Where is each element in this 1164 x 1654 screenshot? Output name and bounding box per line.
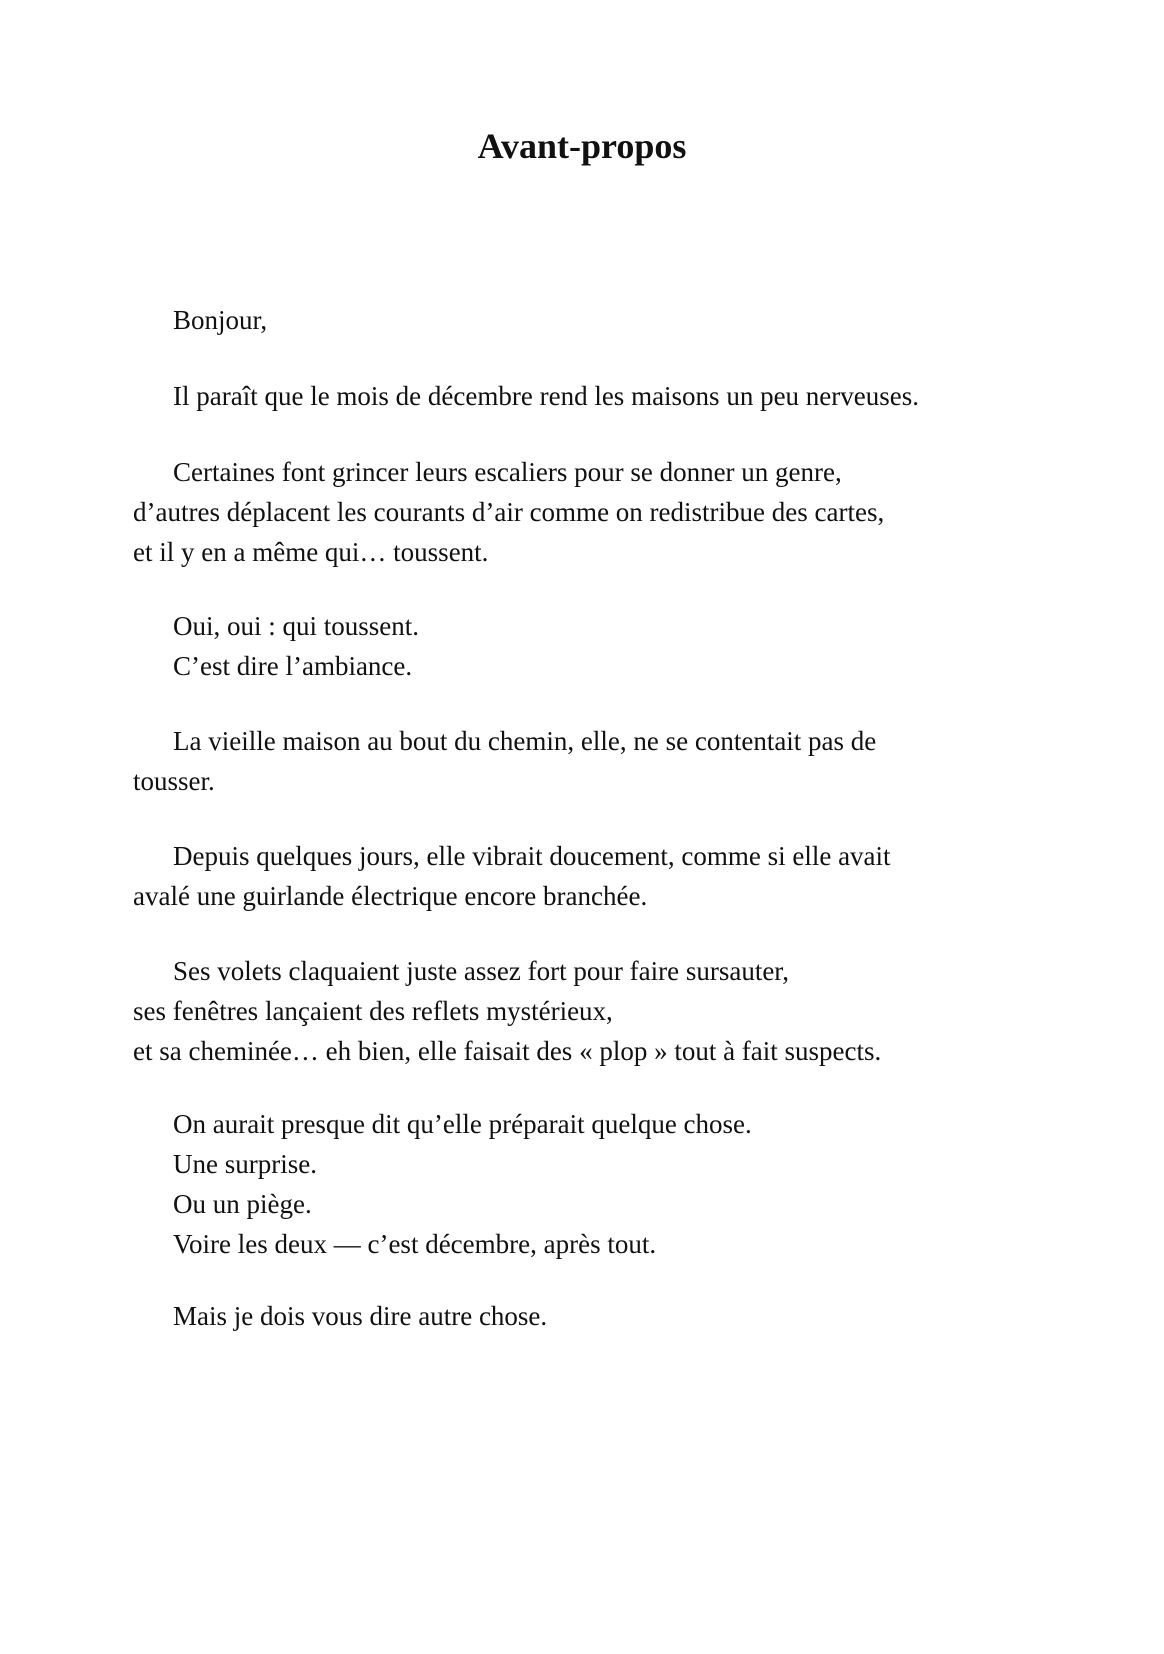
paragraph: [133, 1296, 1033, 1336]
paragraph: [133, 606, 1033, 686]
paragraph-line: Bonjour,: [173, 305, 268, 335]
paragraph-line: La vieille maison au bout du chemin, elle, ne se contentait pas de: [173, 726, 877, 756]
paragraph: [133, 376, 1033, 416]
paragraph-line: Mais je dois vous dire autre chose.: [173, 1301, 548, 1331]
paragraph-line: avalé une guirlande électrique encore branchée.: [133, 881, 648, 911]
paragraph-line: C’est dire l’ambiance.: [173, 651, 413, 681]
paragraph: [133, 452, 1033, 572]
paragraph-line: d’autres déplacent les courants d’air comme on redistribue des cartes,: [133, 497, 885, 527]
paragraph-line: Il paraît que le mois de décembre rend les maisons un peu nerveuses.: [173, 381, 920, 411]
paragraph-line: Voire les deux — c’est décembre, après tout.: [173, 1229, 657, 1259]
paragraph-line: Ou un piège.: [173, 1189, 312, 1219]
paragraph: [133, 836, 1033, 916]
paragraph-line: tousser.: [133, 766, 215, 796]
paragraph-line: et il y en a même qui… toussent.: [133, 537, 489, 567]
paragraph-line: Ses volets claquaient juste assez fort pour faire sursauter,: [173, 956, 789, 986]
paragraph: [133, 1104, 1033, 1264]
paragraph-line: On aurait presque dit qu’elle préparait quelque chose.: [173, 1109, 752, 1139]
paragraph-line: et sa cheminée… eh bien, elle faisait des « plop » tout à fait suspects.: [133, 1036, 882, 1066]
paragraph-line: Depuis quelques jours, elle vibrait doucement, comme si elle avait: [173, 841, 891, 871]
paragraph: [133, 951, 1033, 1071]
paragraph-line: ses fenêtres lançaient des reflets mystérieux,: [133, 996, 613, 1026]
paragraph: [133, 721, 1033, 801]
paragraph-line: Une surprise.: [173, 1149, 317, 1179]
paragraph-line: Oui, oui : qui toussent.: [173, 611, 420, 641]
paragraph-line: Certaines font grincer leurs escaliers pour se donner un genre,: [173, 457, 842, 487]
page-title: Avant-propos: [477, 126, 687, 166]
paragraph-greeting: [133, 300, 1033, 340]
